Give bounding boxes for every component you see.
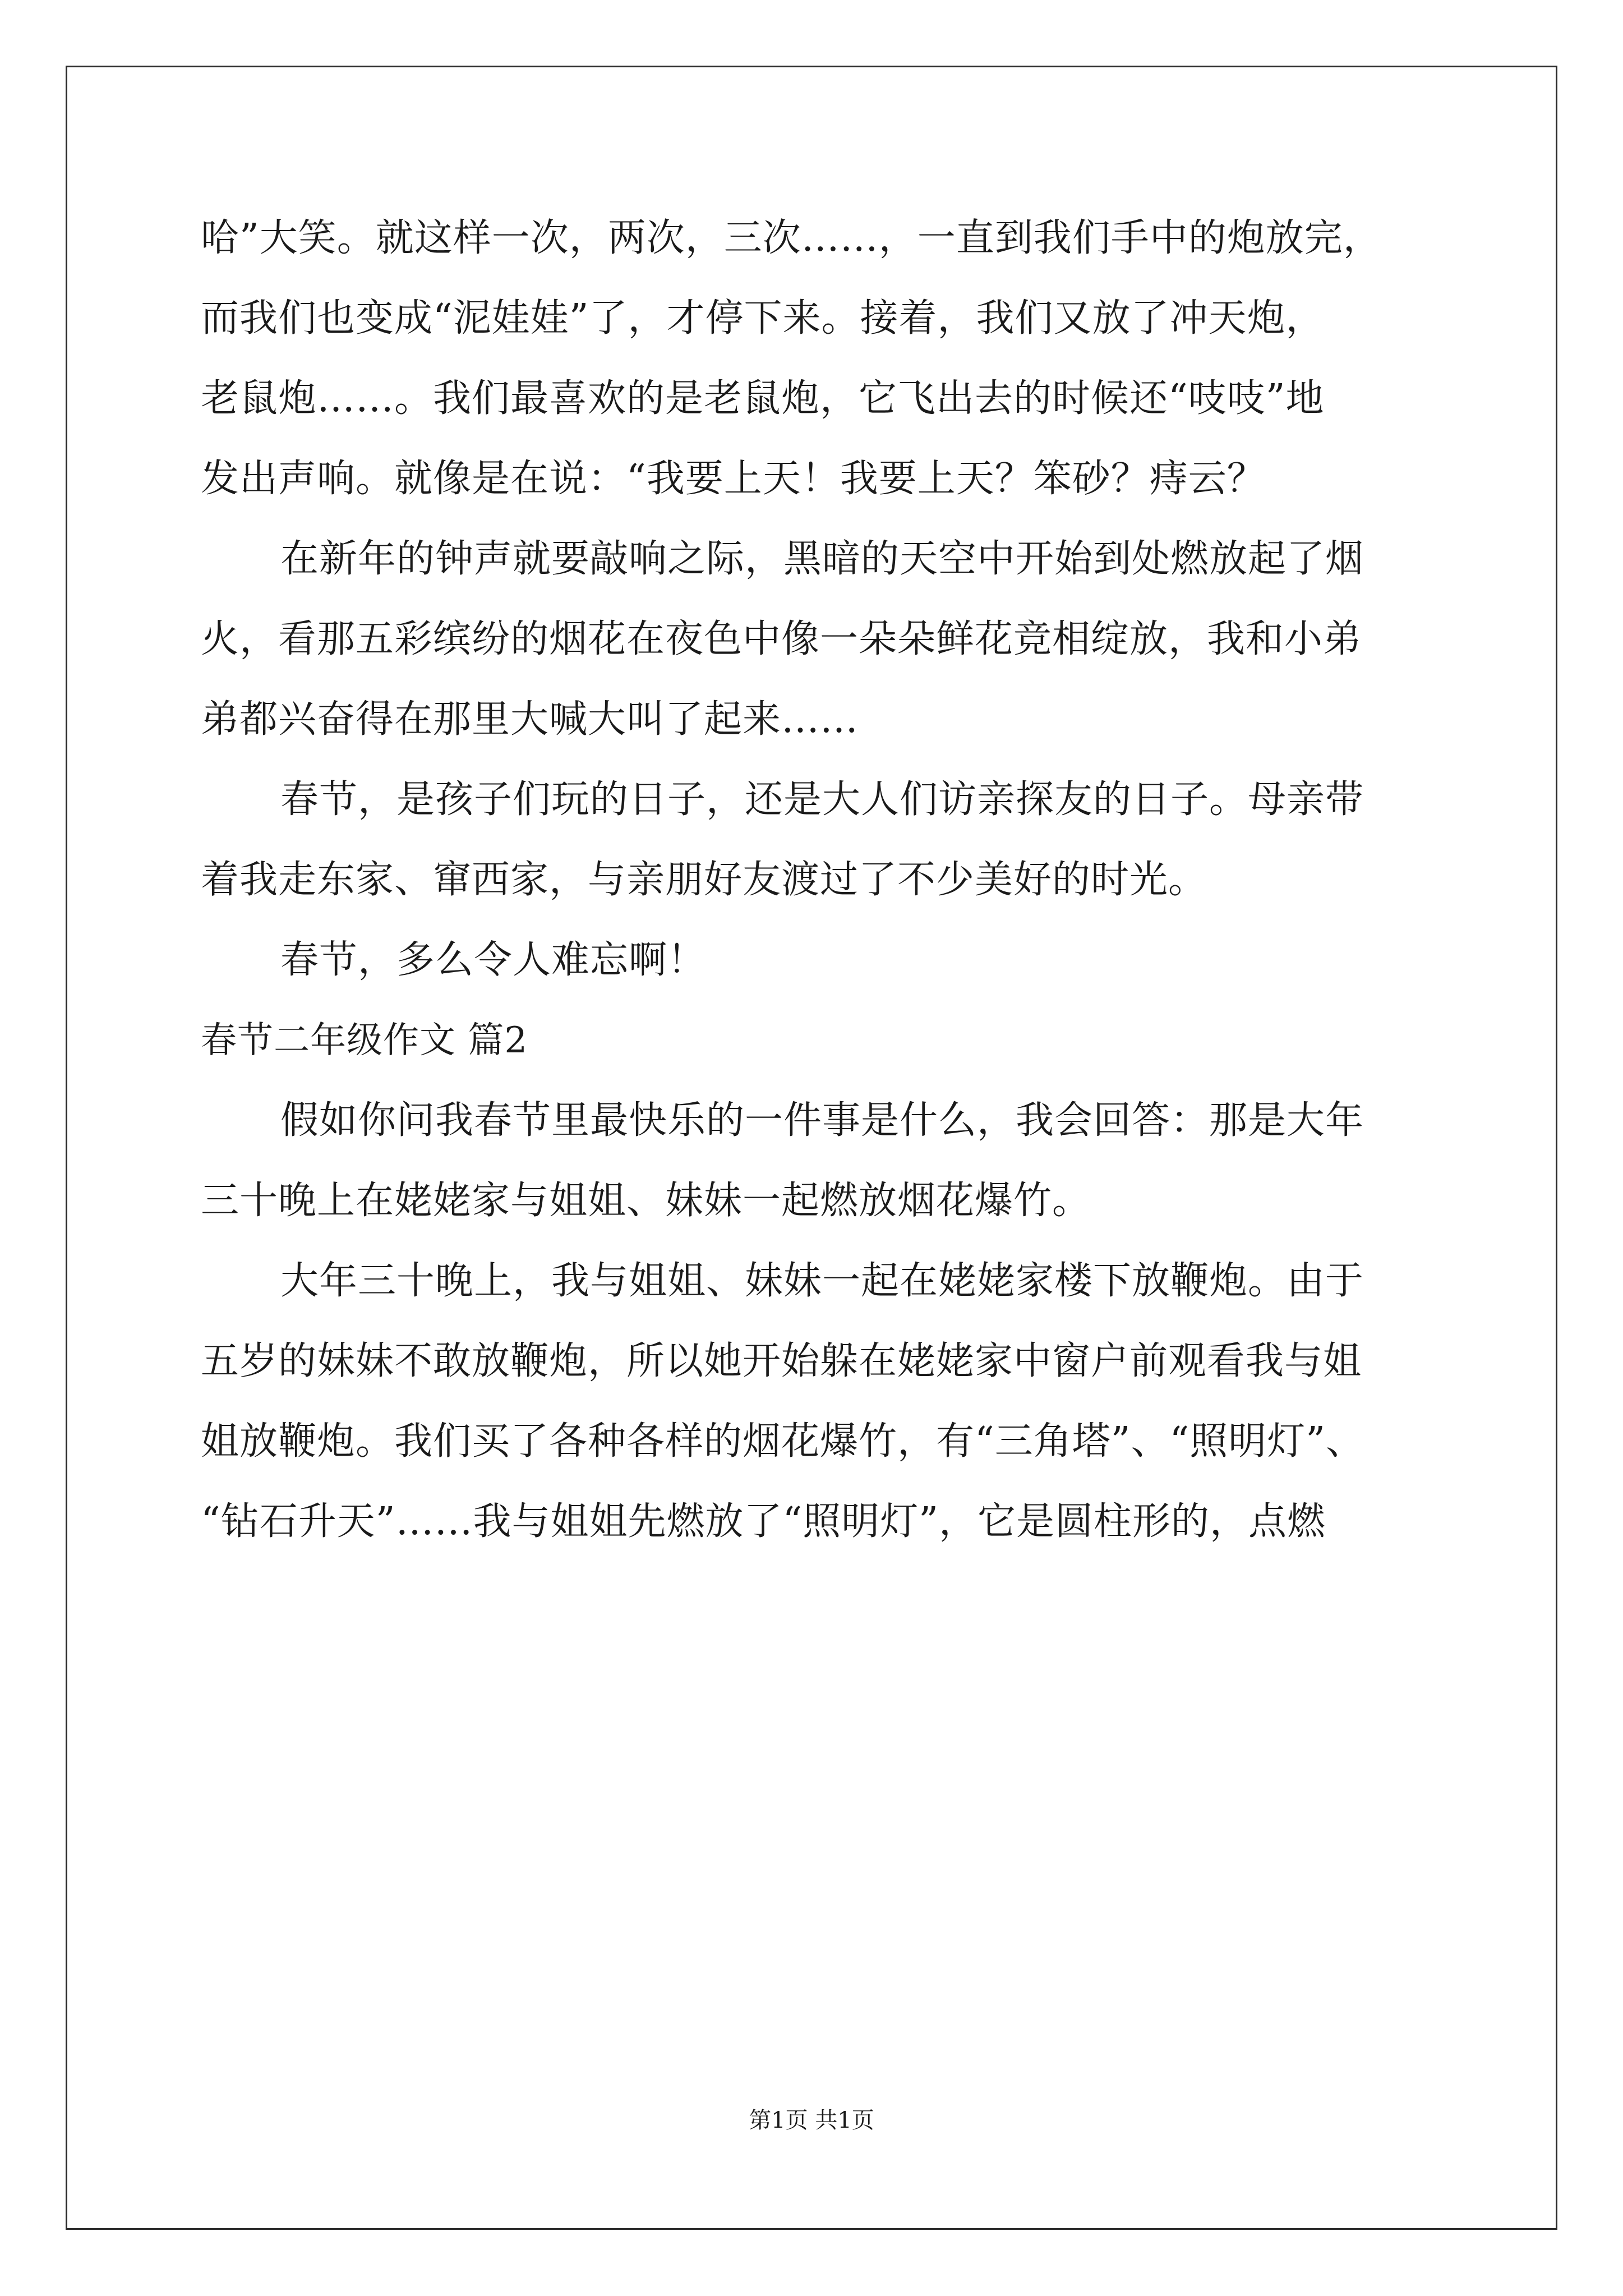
page-footer: 第1页 共1页 — [749, 2108, 874, 2133]
text-line: 着我走东家、窜西家，与亲朋好友渡过了不少美好的时光。 — [201, 858, 1207, 902]
paragraph-start-line: 假如你问我春节里最快乐的一件事是什么，我会回答：那是大年 — [280, 1098, 1364, 1143]
text-line: 哈”大笑。就这样一次，两次，三次……，一直到我们手中的炮放完， — [201, 216, 1382, 260]
text-line: 三十晚上在姥姥家与姐姐、妹妹一起燃放烟花爆竹。 — [201, 1179, 1091, 1223]
section-heading: 春节二年级作文 篇2 — [201, 1020, 528, 1061]
text-line: 火，看那五彩缤纷的烟花在夜色中像一朵朵鲜花竞相绽放，我和小弟 — [201, 617, 1362, 661]
text-line: 五岁的妹妹不敢放鞭炮，所以她开始躲在姥姥家中窗户前观看我与姐 — [201, 1339, 1362, 1383]
paragraph-start-line: 在新年的钟声就要敲响之际，黑暗的天空中开始到处燃放起了烟 — [280, 537, 1364, 581]
paragraph-start-line: 春节，多么令人难忘啊！ — [280, 938, 707, 982]
text-line: 弟都兴奋得在那里大喊大叫了起来…… — [201, 697, 859, 742]
paragraph-start-line: 大年三十晚上，我与姐姐、妹妹一起在姥姥家楼下放鞭炮。由于 — [280, 1259, 1364, 1303]
text-line: 老鼠炮……。我们最喜欢的是老鼠炮，它飞出去的时候还“吱吱”地 — [201, 376, 1325, 421]
text-line: 发出声响。就像是在说：“我要上天！我要上天？笨砂？痔云？ — [201, 457, 1266, 501]
text-line: “钻石升天”……我与姐姐先燃放了“照明灯”，它是圆柱形的，点燃 — [201, 1499, 1326, 1544]
text-line: 姐放鞭炮。我们买了各种各样的烟花爆竹，有“三角塔”、“照明灯”、 — [201, 1419, 1365, 1464]
paragraph-start-line: 春节，是孩子们玩的日子，还是大人们访亲探友的日子。母亲带 — [280, 777, 1364, 822]
text-line: 而我们也变成“泥娃娃”了，才停下来。接着，我们又放了冲天炮， — [201, 296, 1325, 341]
